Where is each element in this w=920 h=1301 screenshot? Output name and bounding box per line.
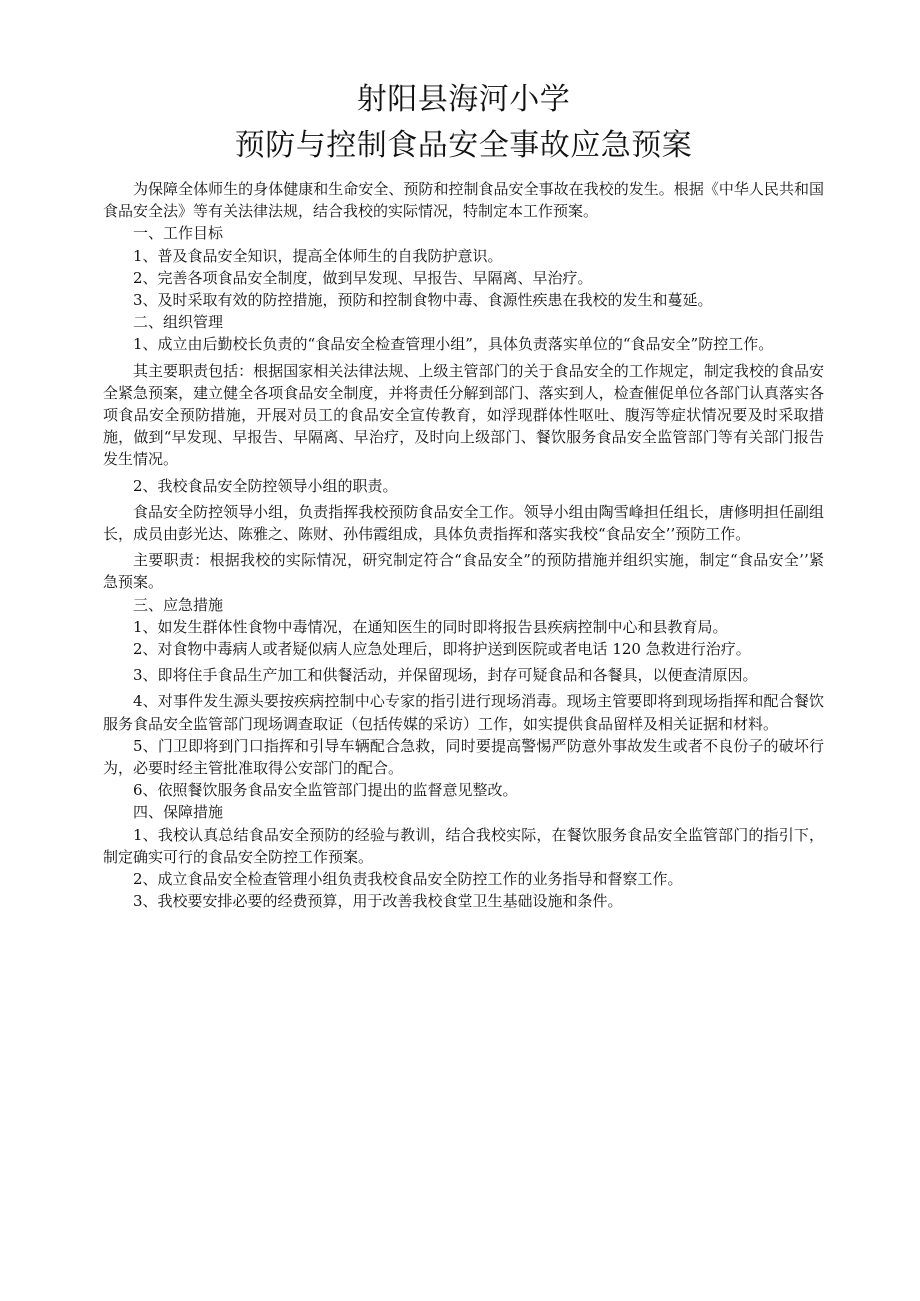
emergency-item-4: 4、对事件发生源头要按疾病控制中心专家的指引进行现场消毒。现场主管要即将到现场指挥和配合餐饮服务食品安全监管部门现场调查取证（包括传媒的采访）工作，如实提供食品留样及相关证据和材料。	[103, 692, 824, 733]
document-title-school: 射阳县海河小学	[356, 82, 571, 117]
leadership-group-paragraph: 食品安全防控领导小组，负责指挥我校预防食品安全工作。领导小组由陶雪峰担任组长，唐修明担任副组长，成员由彭光达、陈雅之、陈财、孙伟霞组成，具体负责指挥和落实我校“食品安全’’预防工作。	[103, 502, 824, 544]
goal-item-3: 3、及时采取有效的防控措施，预防和控制食物中毒、食源性疾患在我校的发生和蔓延。	[133, 291, 713, 310]
intro-paragraph: 为保障全体师生的身体健康和生命安全、预防和控制食品安全事故在我校的发生。根据《中华人民共和国食品安全法》等有关法律法规，结合我校的实际情况，特制定本工作预案。	[103, 180, 824, 221]
section-heading-goals: 一、工作目标	[133, 224, 224, 243]
emergency-item-6: 6、依照餐饮服务食品安全监管部门提出的监督意见整改。	[133, 781, 518, 800]
document-body	[103, 178, 824, 913]
safeguard-item-3: 3、我校要安排必要的经费预算，用于改善我校食堂卫生基础设施和条件。	[133, 892, 623, 911]
goal-item-1: 1、普及食品安全知识，提高全体师生的自我防护意识。	[133, 246, 503, 265]
organization-item-1: 1、成立由后勤校长负责的“食品安全检查管理小组”，具体负责落实单位的“食品安全”防控工作。	[133, 335, 774, 354]
main-duties-paragraph: 其主要职责包括：根据国家相关法律法规、上级主管部门的关于食品安全的工作规定，制定我校的食品安全紧急预案，建立健全各项食品安全制度，并将责任分解到部门、落实到人，检查催促单位各部门认真落实各项食品安全预防措施，开展对员工的食品安全宣传教育，如浮现群体性呕吐、腹泻等症状情况要及时采取措施，做到“早发现、早报告、早隔离、早治疗，及时向上级部门、餐饮服务食品安全监管部门等有关部门报告发生情况。	[103, 361, 824, 469]
emergency-item-1: 1、如发生群体性食物中毒情况，在通知医生的同时即将报告县疾病控制中心和县教育局。	[133, 617, 728, 636]
document-title-plan: 预防与控制食品安全事故应急预案	[234, 128, 693, 163]
emergency-item-5: 5、门卫即将到门口指挥和引导车辆配合急救，同时要提高警惕严防意外事故发生或者不良份子的破坏行为，必要时经主管批准取得公安部门的配合。	[103, 736, 824, 778]
organization-item-2: 2、我校食品安全防控领导小组的职责。	[133, 476, 398, 495]
section-heading-safeguards: 四、保障措施	[133, 803, 224, 822]
goal-item-2: 2、完善各项食品安全制度，做到早发现、早报告、早隔离、早治疗。	[133, 268, 593, 287]
emergency-item-2: 2、对食物中毒病人或者疑似病人应急处理后，即将护送到医院或者电话 120 急救进行治疗。	[133, 640, 751, 659]
leadership-duties-paragraph: 主要职责：根据我校的实际情况，研究制定符合“食品安全”的预防措施并组织实施，制定“食品安全’’紧急预案。	[103, 551, 824, 592]
section-heading-emergency: 三、应急措施	[133, 595, 224, 614]
safeguard-item-2: 2、成立食品安全检查管理小组负责我校食品安全防控工作的业务指导和督察工作。	[133, 870, 683, 889]
emergency-item-3: 3、即将住手食品生产加工和供餐活动，并保留现场，封存可疑食品和各餐具，以便查清原因。	[133, 666, 758, 685]
section-heading-organization: 二、组织管理	[133, 313, 224, 332]
safeguard-item-1: 1、我校认真总结食品安全预防的经验与教训，结合我校实际，在餐饮服务食品安全监管部门的指引下，制定确实可行的食品安全防控工作预案。	[103, 825, 824, 866]
